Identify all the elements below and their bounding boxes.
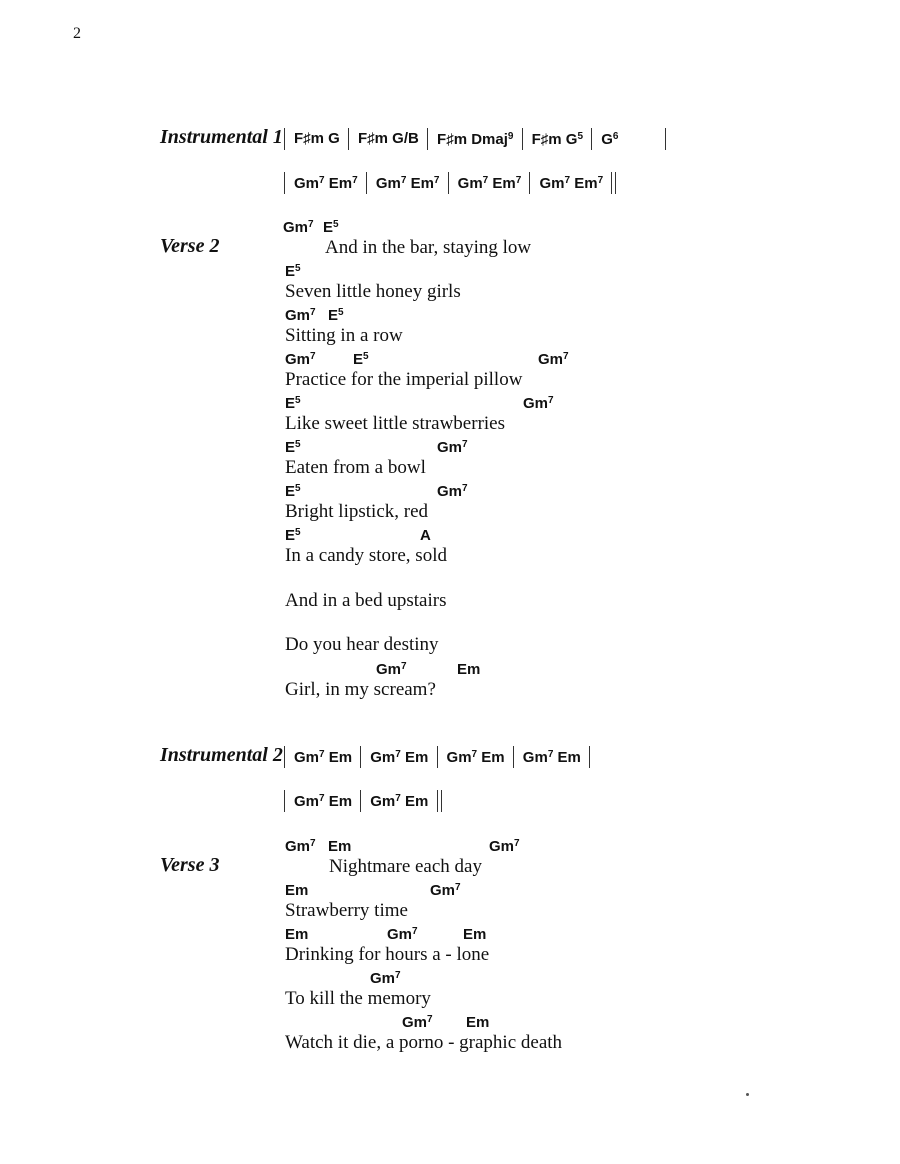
chord: $E^5$ [285,527,301,544]
section-title-instrumental-1: Instrumental 1 [160,126,283,148]
lyric-line: Like sweet little strawberries [285,413,506,434]
chord: Gm$^7$ [430,882,461,899]
section-title-instrumental-2: Instrumental 2 [160,744,283,766]
chord: Gm$^7$ [376,661,407,678]
chord: $E^5$ [328,307,344,324]
lyric-line: Seven little honey girls [285,281,461,302]
lyric-line: And in the bar, staying low [325,237,532,258]
lyric-line: Girl, in my scream? [285,679,436,700]
chord: Em [463,926,487,943]
lyric-line: Nightmare each day [329,856,482,877]
lyric-line: Bright lipstick, red [285,501,429,522]
chord: Gm$^7$ [370,970,401,987]
chord: Em [285,882,309,899]
chord: $E^5$ [285,483,301,500]
lyric-line: In a candy store, sold [285,545,447,566]
chord: Gm$^7$ [387,926,418,943]
measure: Gm$^7$ Em$^7$ [457,175,522,192]
chord: Em [457,661,481,678]
chord: Gm$^7$ [437,483,468,500]
section-title-verse-3: Verse 3 [160,854,220,876]
measure: Gm$^7$ Em [294,749,353,766]
measure: Gm$^7$ Em$^7$ [375,175,440,192]
lyric-line: Eaten from a bowl [285,457,426,478]
measure: F♯m $G^5$ [531,131,584,148]
chord: A [420,527,431,544]
chord: $E^5$ [285,439,301,456]
chord: Em [466,1014,490,1031]
lyric-line: Practice for the imperial pillow [285,369,523,390]
lyric-line: Watch it die, a porno - graphic death [285,1032,563,1053]
chord: Gm$^7$ [437,439,468,456]
lyric-line: Drinking for hours a - lone [285,944,490,965]
chord: Gm$^7$ [285,351,316,368]
measure: Gm$^7$ Em [294,793,353,810]
instrumental-1-row-2 [280,171,618,194]
chord: Em [285,926,309,943]
chord: Gm$^7$ [402,1014,433,1031]
instrumental-2-row-1 [280,745,599,768]
measure: $G^6$ [601,131,619,148]
measure: Gm$^7$ Em$^7$ [294,175,358,192]
stray-mark [746,1093,749,1096]
lyric-line: And in a bed upstairs [285,590,447,611]
chord: Gm$^7$ [538,351,569,368]
chord: $E^5$ [353,351,369,368]
measure: Gm$^7$ Em [370,749,429,766]
chord: $E^5$ [285,395,301,412]
section-title-verse-2: Verse 2 [160,235,220,257]
chord: Gm$^7$ [523,395,554,412]
measure: F♯m G [294,129,340,147]
page-number: 2 [73,25,81,42]
measure: Gm$^7$ Em [522,749,581,766]
lyric-line: Sitting in a row [285,325,403,346]
lyric-line: Strawberry time [285,900,408,921]
chord: Gm$^7$ [489,838,520,855]
chord: Gm$^7$ [283,219,314,236]
chord: $E^5$ [285,263,301,280]
measure: Gm$^7$ Em [446,749,505,766]
measure: F♯m Dmaj$^9$ [437,131,514,148]
measure: Gm$^7$ Em [370,793,429,810]
chord: Em [328,838,352,855]
measure: F♯m G/B [358,129,419,147]
measure: Gm$^7$ Em$^7$ [539,175,604,192]
chord: Gm$^7$ [285,838,316,855]
lyric-line: To kill the memory [285,988,431,1009]
chord: $E^5$ [323,219,339,236]
instrumental-2-row-2 [280,789,444,812]
instrumental-1-row-1 [280,127,675,150]
lyric-line: Do you hear destiny [285,634,439,655]
chord: Gm$^7$ [285,307,316,324]
